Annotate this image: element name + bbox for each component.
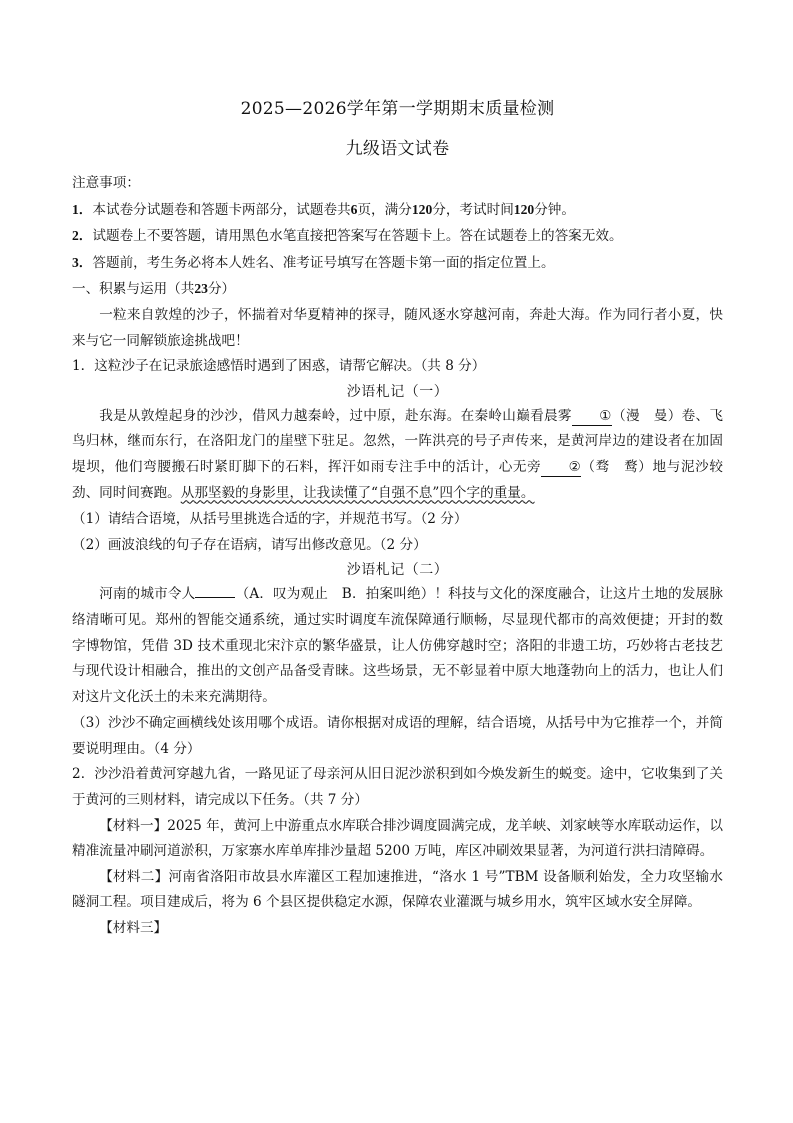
note-1-title: 沙语札记（一） (346, 383, 449, 400)
material-1: 【材料一】2025 年，黄河上中游重点水库联合排沙调度圆满完成，龙羊峡、刘家峡等水库联动运作，以精准流量冲刷河道淤积，万家寨水库单库排沙量超 5200 万吨，库区冲刷效果显著，为河道行洪扫清障碍。 (72, 817, 723, 860)
notice-block (72, 171, 723, 276)
notice-heading: 注意事项： (72, 175, 140, 191)
notice-item-1: 1．本试卷分试题卷和答题卡两部分，试题卷共6页，满分120分，考试时间120分钟。 (72, 201, 575, 218)
section-intro: 一粒来自敦煌的沙子，怀揣着对华夏精神的探寻，随风逐水穿越河南，奔赴大海。作为同行者小夏，快来与它一同解锁旅途挑战吧！ (72, 306, 723, 349)
material-2: 【材料二】河南省洛阳市故县水库灌区工程加速推进，“洛水 1 号”TBM 设备顺利始发，全力攻坚输水隧洞工程。项目建成后，将为 6 个县区提供稳定水源，保障农业灌溉与城乡用水，筑牢区域水安全屏障。 (72, 868, 724, 911)
material-2-label: 【材料二】 (99, 868, 169, 885)
answer-blank-1[interactable]: ① (572, 407, 612, 426)
sub-question-3: （3）沙沙不确定画横线处该用哪个成语。请你根据对成语的理解，结合语境，从括号中为它推荐一个，并简要说明理由。（4 分） (72, 715, 723, 757)
sub-question-2: （2）画波浪线的句子存在语病，请写出修改意见。（2 分） (72, 536, 427, 553)
question-2-stem: 2．沙沙沿着黄河穿越九省，一路见证了母亲河从旧日泥沙淤积到如今焕发新生的蜕变。途中，它收集到了关于黄河的三则材料，请完成以下任务。（共 7 分） (72, 766, 723, 809)
material-1-label: 【材料一】 (99, 817, 168, 834)
answer-blank-3[interactable] (195, 597, 235, 598)
sub-question-1: （1）请结合语境，从括号里挑选合适的字，并规范书写。（2 分） (72, 511, 468, 528)
wavy-sentence: 从那坚毅的身影里，让我读懂了“自强不息”四个字的重量。 (180, 484, 535, 501)
exam-title: 2025—2026学年第一学期期末质量检测 (240, 99, 555, 119)
note-2-body: 河南的城市令人 （A．叹为观止 B．拍案叫绝）！科技与文化的深度融合，让这片土地的发展脉络清晰可见。郑州的智能交通系统，通过实时调度车流保障通行顺畅，尽显现代都市的高效便捷；开封的数字博物馆，凭借 3D 技术重现北宋汴京的繁华盛景，让人仿佛穿越时空；洛阳的非遗工坊，巧妙将古老技艺与现代设计相融合，推出的文创产品备受青睐。这些场景，无不彰显着中原大地蓬勃向上的活力，也让人们对这片文化沃土的未来充满期待。 (72, 586, 724, 705)
question-1-stem: 1．这粒沙子在记录旅途感悟时遇到了困惑，请帮它解决。（共 8 分） (72, 358, 486, 375)
notice-item-2: 2．试题卷上不要答题，请用黑色水笔直接把答案写在答题卡上。答在试题卷上的答案无效。 (72, 228, 623, 245)
exam-subtitle: 九级语文试卷 (345, 139, 450, 159)
note-1-body: 我是从敦煌起身的沙沙，借风力越秦岭，过中原，赴东海。在秦岭山巅看晨雾 ①（漫 曼）卷、飞鸟归林，继而东行，在洛阳龙门的崖壁下驻足。忽然，一阵洪亮的号子声传来，是黄河岸边的建设者在加固堤坝，他们弯腰搬石时紧盯脚下的石料，挥汗如雨专注手中的活计，心无旁 ②（骛 鹜）地与泥沙较劲、同时间赛跑。从那坚毅的身影里，让我读懂了“自强不息”四个字的重量。 (72, 407, 724, 501)
answer-blank-2[interactable]: ② (541, 458, 580, 477)
notice-item-3: 3．答题前，考生务必将本人姓名、准考证号填写在答题卡第一面的指定位置上。 (72, 254, 555, 271)
notice-num: 1． (72, 201, 93, 217)
material-3 (72, 916, 723, 942)
note-2-title: 沙语札记（二） (346, 562, 449, 579)
section-heading: 一、积累与运用（共23分） (72, 281, 236, 298)
material-3-label: 【材料三】 (99, 920, 168, 937)
